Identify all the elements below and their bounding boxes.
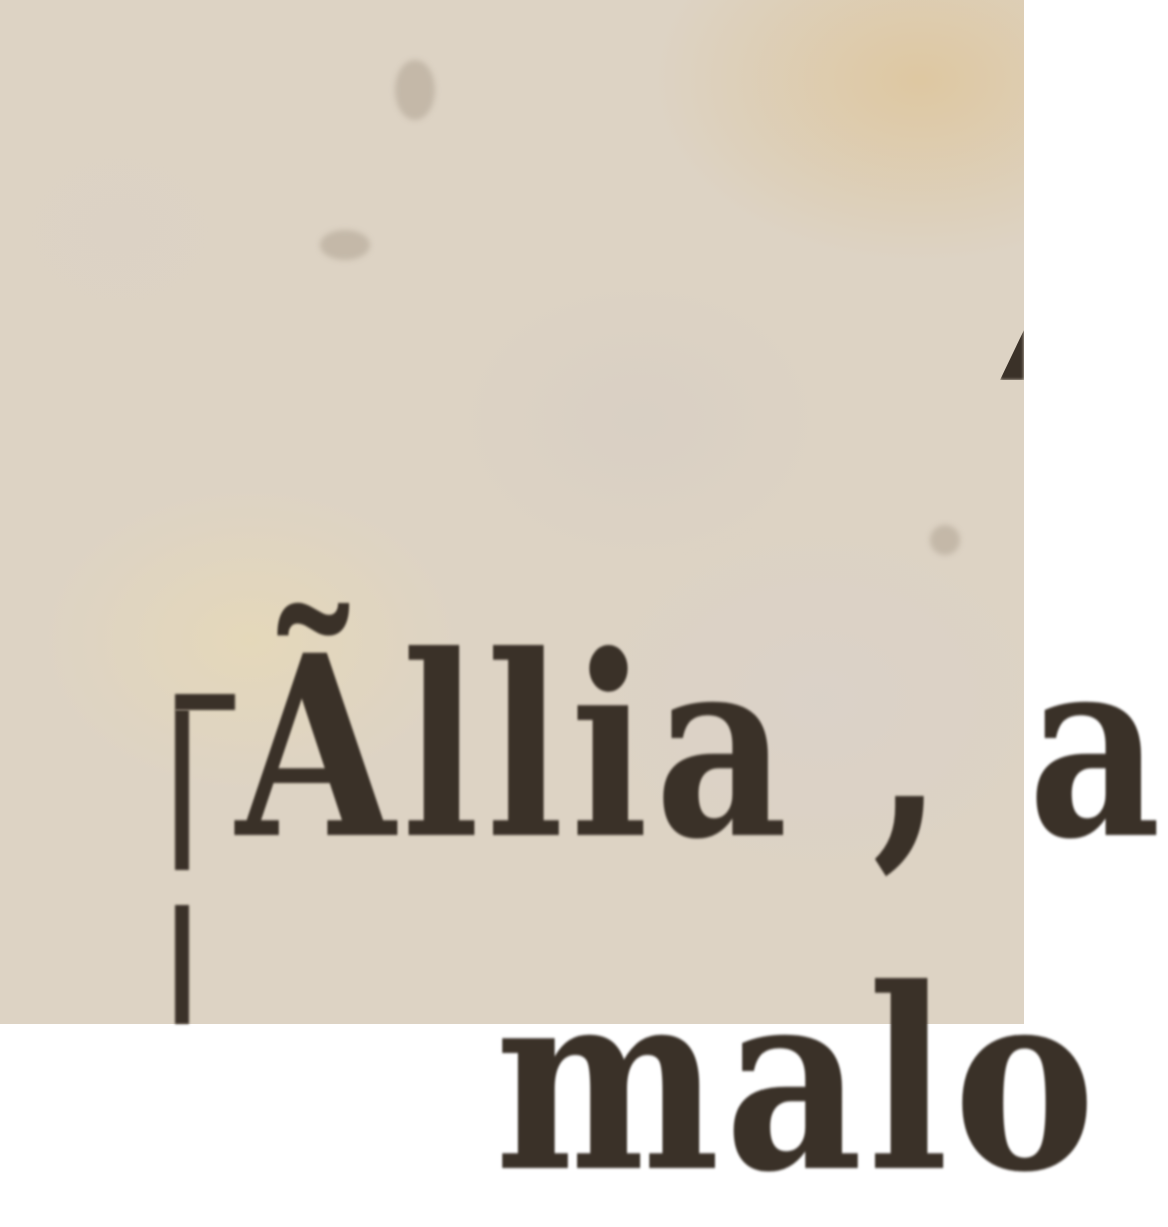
bracket-horizontal [175,694,235,710]
bracket-vertical-lower [175,905,189,1024]
paper-speck [395,60,435,120]
margin-mark [1000,330,1024,380]
paper-speck [930,525,960,555]
text-line-2: malo [495,933,1101,1227]
text-line-1: Ãllia , a [236,600,1168,894]
bracket-vertical-upper [175,710,189,870]
paper-speck [320,230,370,260]
